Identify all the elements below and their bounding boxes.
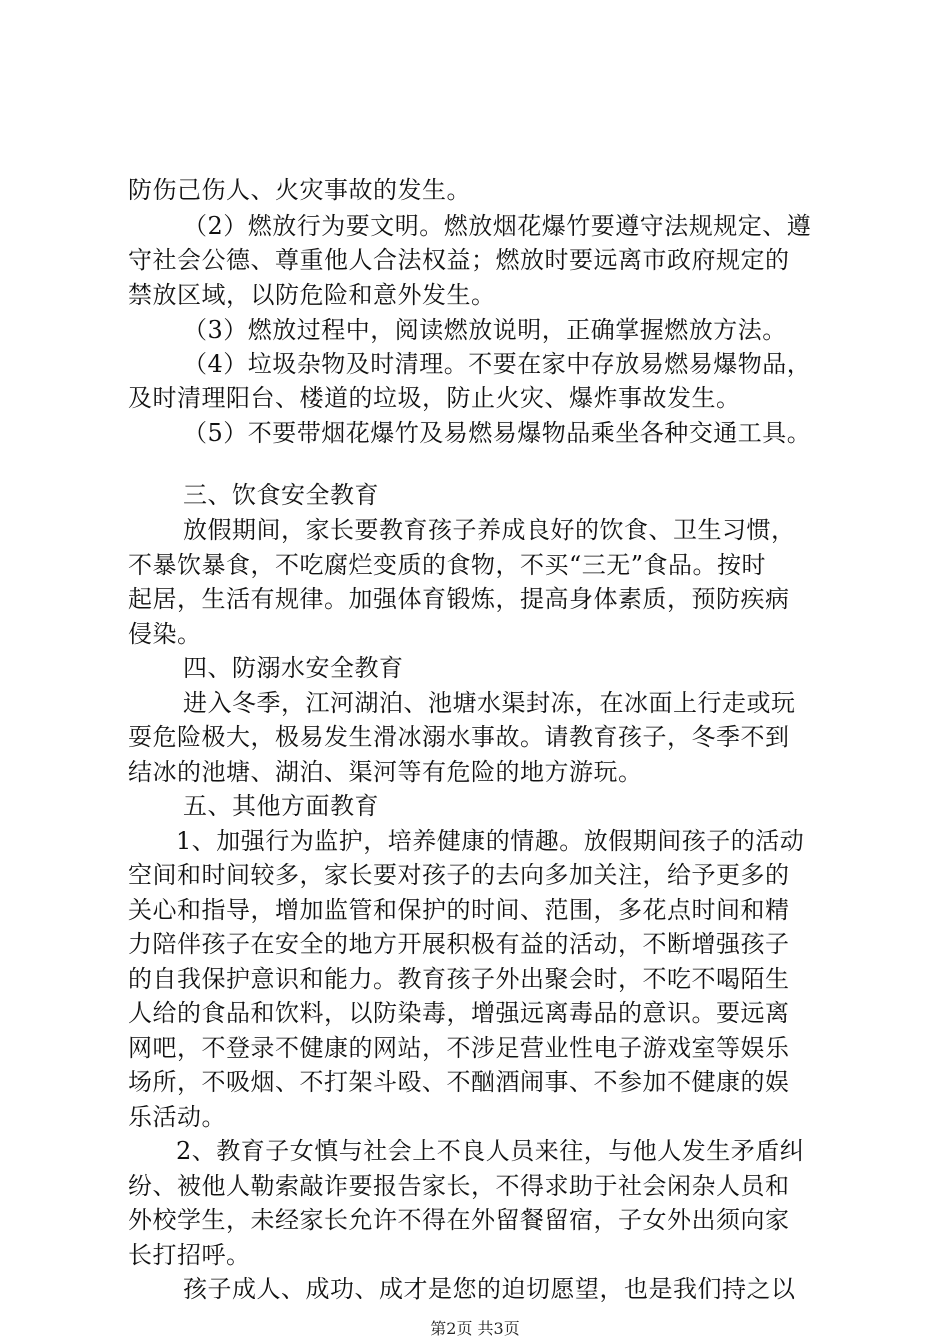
paragraph-line: 网吧，不登录不健康的网站，不涉足营业性电子游戏室等娱乐 — [128, 1034, 790, 1062]
paragraph-line: 乐活动。 — [128, 1103, 226, 1131]
page-footer: 第2页 共3页 — [430, 1319, 520, 1338]
paragraph-line: 1、加强行为监护，培养健康的情趣。放假期间孩子的活动 — [176, 827, 805, 855]
section-heading: 四、防溺水安全教育 — [183, 654, 404, 682]
paragraph-line: 纷、被他人勒索敲诈要报告家长，不得求助于社会闲杂人员和 — [128, 1172, 790, 1200]
paragraph-line: 防伤己伤人、火灾事故的发生。 — [128, 176, 471, 204]
paragraph-line: 守社会公德、尊重他人合法权益；燃放时要远离市政府规定的 — [128, 246, 790, 274]
paragraph-line: 起居，生活有规律。加强体育锻炼，提高身体素质，预防疾病 — [128, 585, 790, 613]
section-heading: 五、其他方面教育 — [183, 792, 379, 820]
paragraph-line: 禁放区域，以防危险和意外发生。 — [128, 281, 496, 309]
paragraph-line: 长打招呼。 — [128, 1241, 251, 1269]
paragraph-line: 孩子成人、成功、成才是您的迫切愿望，也是我们持之以 — [183, 1275, 796, 1303]
paragraph-line: （4）垃圾杂物及时清理。不要在家中存放易燃易爆物品， — [183, 350, 812, 378]
paragraph-line: （5）不要带烟花爆竹及易燃易爆物品乘坐各种交通工具。 — [183, 419, 812, 447]
paragraph-line: 侵染。 — [128, 620, 202, 648]
paragraph-line: 结冰的池塘、湖泊、渠河等有危险的地方游玩。 — [128, 758, 643, 786]
paragraph-line: 人给的食品和饮料，以防染毒，增强远离毒品的意识。要远离 — [128, 999, 790, 1027]
paragraph-line: 力陪伴孩子在安全的地方开展积极有益的活动，不断增强孩子 — [128, 930, 790, 958]
paragraph-line: 外校学生，未经家长允许不得在外留餐留宿，子女外出须向家 — [128, 1206, 790, 1234]
paragraph-line: 进入冬季，江河湖泊、池塘水渠封冻，在冰面上行走或玩 — [183, 689, 796, 717]
paragraph-line: 耍危险极大，极易发生滑冰溺水事故。请教育孩子，冬季不到 — [128, 723, 790, 751]
section-heading: 三、饮食安全教育 — [183, 481, 379, 509]
paragraph-line: 场所，不吸烟、不打架斗殴、不酗酒闹事、不参加不健康的娱 — [128, 1068, 790, 1096]
paragraph-line: 关心和指导，增加监管和保护的时间、范围，多花点时间和精 — [128, 896, 790, 924]
paragraph-line: 的自我保护意识和能力。教育孩子外出聚会时，不吃不喝陌生 — [128, 965, 790, 993]
paragraph-line: 2、教育子女慎与社会上不良人员来往，与他人发生矛盾纠 — [176, 1137, 805, 1165]
paragraph-line: 空间和时间较多，家长要对孩子的去向多加关注，给予更多的 — [128, 861, 790, 889]
paragraph-line: （3）燃放过程中，阅读燃放说明，正确掌握燃放方法。 — [183, 316, 787, 344]
paragraph-line: 及时清理阳台、楼道的垃圾，防止火灾、爆炸事故发生。 — [128, 384, 741, 412]
paragraph-line: 放假期间，家长要教育孩子养成良好的饮食、卫生习惯， — [183, 516, 796, 544]
paragraph-line: 不暴饮暴食，不吃腐烂变质的食物，不买“三无”食品。按时 — [128, 551, 767, 579]
paragraph-line: （2）燃放行为要文明。燃放烟花爆竹要遵守法规规定、遵 — [183, 212, 812, 240]
